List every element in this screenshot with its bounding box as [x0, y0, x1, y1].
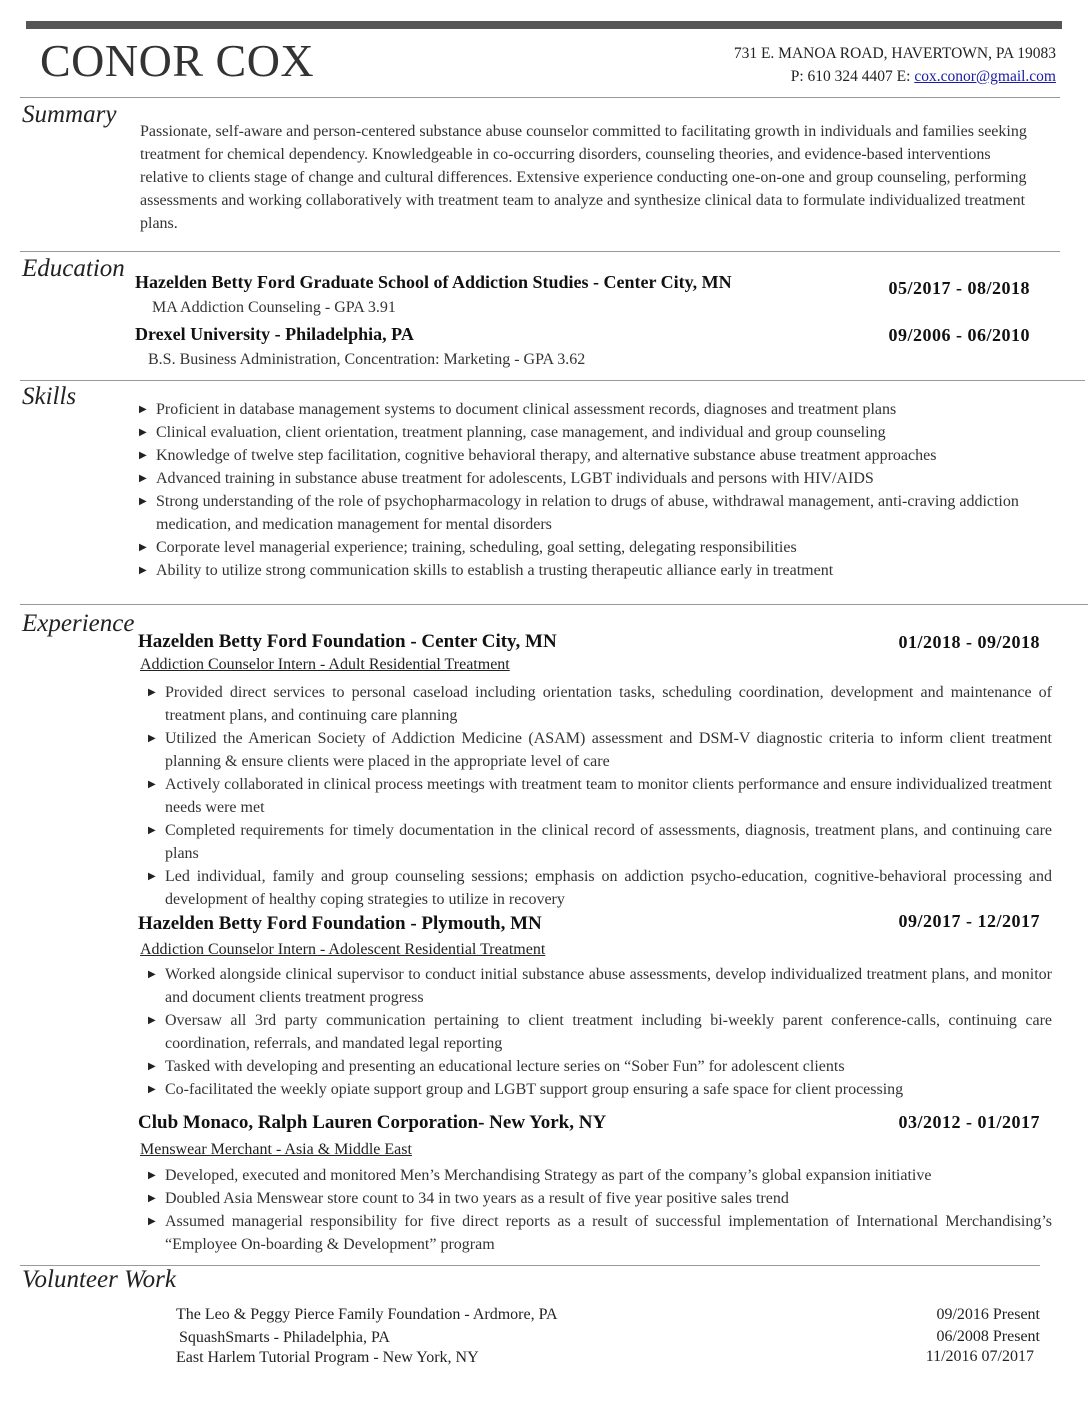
- school-name: Drexel University - Philadelphia, PA: [135, 324, 414, 344]
- phone-email-line: [734, 65, 1056, 88]
- bullet-triangle-icon: ▶: [148, 1193, 156, 1204]
- bullet-triangle-icon: ▶: [139, 404, 147, 415]
- bullet-triangle-icon: ▶: [139, 542, 147, 553]
- list-item: ▶ Utilized the American Society of Addiction Medicine (ASAM) assessment and DSM-V diagnostic criteria to inform client treatment planning & ensure clients were placed in the appropriate level of care: [147, 727, 1052, 773]
- job-organization: Hazelden Betty Ford Foundation - Plymouth, MN: [138, 913, 542, 934]
- list-item: ▶ Corporate level managerial experience; training, scheduling, goal setting, delegating responsibilities: [138, 536, 1078, 559]
- volunteer-dates: 11/2016 07/2017: [925, 1348, 1034, 1365]
- list-item: ▶ Assumed managerial responsibility for five direct reports as a result of successful implementation of International Merchandising’s “Employee On-boarding & Development” program: [147, 1210, 1052, 1256]
- bullet-triangle-icon: ▶: [148, 871, 156, 882]
- list-item: ▶ Strong understanding of the role of psychopharmacology in relation to drugs of abuse, withdrawal management, anti-craving addiction medication, and medication management for mental disorders: [138, 490, 1078, 536]
- job-organization: Hazelden Betty Ford Foundation - Center City, MN: [138, 631, 557, 652]
- bullet-triangle-icon: ▶: [148, 1015, 156, 1026]
- bullet-triangle-icon: ▶: [148, 779, 156, 790]
- list-item: ▶ Tasked with developing and presenting an educational lecture series on “Sober Fun” for adolescent clients: [147, 1055, 1052, 1078]
- list-item: ▶ Knowledge of twelve step facilitation, cognitive behavioral therapy, and alternative substance abuse treatment approaches: [138, 444, 1078, 467]
- summary-text: Passionate, self-aware and person-centered substance abuse counselor committed to facilitating growth in individuals and families seeking treatment for chemical dependency. Knowledgeable in co-occurring disorders, counseling theories, and evidence-based interventions relative to clients stage of change and cultural differences. Extensive experience conducting one-on-one and group counseling, performing assessments and working collaboratively with treatment team to analyze and synthesize clinical data to formulate individualized treatment plans.: [140, 123, 1027, 232]
- list-item: ▶ Oversaw all 3rd party communication pertaining to client treatment including bi-weekly parent conference-calls, continuing care coordination, referrals, and mandated legal reporting: [147, 1009, 1052, 1055]
- list-item: ▶ Ability to utilize strong communication skills to establish a trusting therapeutic alliance early in treatment: [138, 559, 1078, 582]
- divider: [20, 97, 1060, 98]
- bullet-triangle-icon: ▶: [148, 733, 156, 744]
- candidate-name: CONOR COX: [40, 35, 315, 86]
- list-item: ▶ Completed requirements for timely documentation in the clinical record of assessments, diagnosis, treatment plans, and continuing care plans: [147, 819, 1052, 865]
- school-name: Hazelden Betty Ford Graduate School of Addiction Studies - Center City, MN: [135, 272, 732, 292]
- job-dates: 09/2017 - 12/2017: [898, 911, 1040, 931]
- bullet-triangle-icon: ▶: [148, 825, 156, 836]
- job-role: Addiction Counselor Intern - Adult Residential Treatment: [140, 656, 510, 673]
- education-heading: Education: [22, 255, 125, 282]
- volunteer-org: SquashSmarts - Philadelphia, PA: [179, 1329, 390, 1346]
- address: 731 E. MANOA ROAD, HAVERTOWN, PA 19083: [733, 45, 1056, 62]
- school-dates: 05/2017 - 08/2018: [888, 278, 1030, 298]
- bullet-triangle-icon: ▶: [148, 1061, 156, 1072]
- bullet-triangle-icon: ▶: [139, 473, 147, 484]
- list-item: ▶ Advanced training in substance abuse treatment for adolescents, LGBT individuals and persons with HIV/AIDS: [138, 467, 1078, 490]
- school-dates: 09/2006 - 06/2010: [888, 325, 1030, 345]
- list-item: ▶ Worked alongside clinical supervisor to conduct initial substance abuse assessments, develop individualized treatment plans, and monitor and document clients treatment progress: [147, 963, 1052, 1009]
- bullet-triangle-icon: ▶: [148, 1170, 156, 1181]
- bullet-triangle-icon: ▶: [148, 1084, 156, 1095]
- list-item: ▶ Developed, executed and monitored Men’s Merchandising Strategy as part of the company’s global expansion initiative: [147, 1164, 1052, 1187]
- job-bullets: [147, 681, 1052, 911]
- job-role: Menswear Merchant - Asia & Middle East: [140, 1141, 412, 1158]
- list-item: ▶ Provided direct services to personal caseload including orientation tasks, scheduling coordination, development and maintenance of treatment plans, and continuing care planning: [147, 681, 1052, 727]
- volunteer-org: East Harlem Tutorial Program - New York, NY: [176, 1349, 479, 1366]
- volunteer-dates: 09/2016 Present: [936, 1306, 1040, 1323]
- job-dates: 03/2012 - 01/2017: [898, 1112, 1040, 1132]
- list-item: ▶ Clinical evaluation, client orientation, treatment planning, case management, and individual and group counseling: [138, 421, 1078, 444]
- volunteer-dates: 06/2008 Present: [936, 1328, 1040, 1345]
- list-item: ▶ Actively collaborated in clinical process meetings with treatment team to monitor clients performance and ensure individualized treatment needs were met: [147, 773, 1052, 819]
- degree: B.S. Business Administration, Concentration: Marketing - GPA 3.62: [148, 351, 586, 368]
- job-bullets: [147, 963, 1052, 1101]
- contact-block: [734, 42, 1056, 88]
- skills-heading: Skills: [22, 383, 77, 410]
- bullet-triangle-icon: ▶: [148, 687, 156, 698]
- bullet-triangle-icon: ▶: [148, 969, 156, 980]
- volunteer-heading: Volunteer Work: [22, 1266, 176, 1293]
- job-organization: Club Monaco, Ralph Lauren Corporation- New York, NY: [138, 1112, 607, 1133]
- email-link[interactable]: cox.conor@gmail.com: [914, 68, 1056, 85]
- experience-heading: Experience: [22, 610, 135, 637]
- degree: MA Addiction Counseling - GPA 3.91: [152, 299, 396, 316]
- skills-list: [138, 398, 1078, 582]
- bullet-triangle-icon: ▶: [139, 496, 147, 507]
- bullet-triangle-icon: ▶: [139, 427, 147, 438]
- summary-heading: Summary: [22, 101, 117, 128]
- divider: [20, 251, 1060, 252]
- list-item: ▶ Proficient in database management systems to document clinical assessment records, diagnoses and treatment plans: [138, 398, 1078, 421]
- job-dates: 01/2018 - 09/2018: [898, 632, 1040, 652]
- header-bar: [26, 21, 1062, 29]
- list-item: ▶ Co-facilitated the weekly opiate support group and LGBT support group ensuring a safe space for client processing: [147, 1078, 1052, 1101]
- job-bullets: [147, 1164, 1052, 1256]
- phone-label: P: 610 324 4407 E:: [790, 68, 915, 85]
- bullet-triangle-icon: ▶: [139, 565, 147, 576]
- volunteer-org: The Leo & Peggy Pierce Family Foundation - Ardmore, PA: [176, 1306, 558, 1323]
- bullet-triangle-icon: ▶: [139, 450, 147, 461]
- divider: [20, 604, 1088, 605]
- bullet-triangle-icon: ▶: [148, 1216, 156, 1227]
- job-role: Addiction Counselor Intern - Adolescent Residential Treatment: [140, 941, 546, 958]
- list-item: ▶ Doubled Asia Menswear store count to 34 in two years as a result of five year positive sales trend: [147, 1187, 1052, 1210]
- list-item: ▶ Led individual, family and group counseling sessions; emphasis on addiction psycho-education, cognitive-behavioral processing and development of healthy coping strategies to utilize in recovery: [147, 865, 1052, 911]
- divider: [20, 380, 1085, 381]
